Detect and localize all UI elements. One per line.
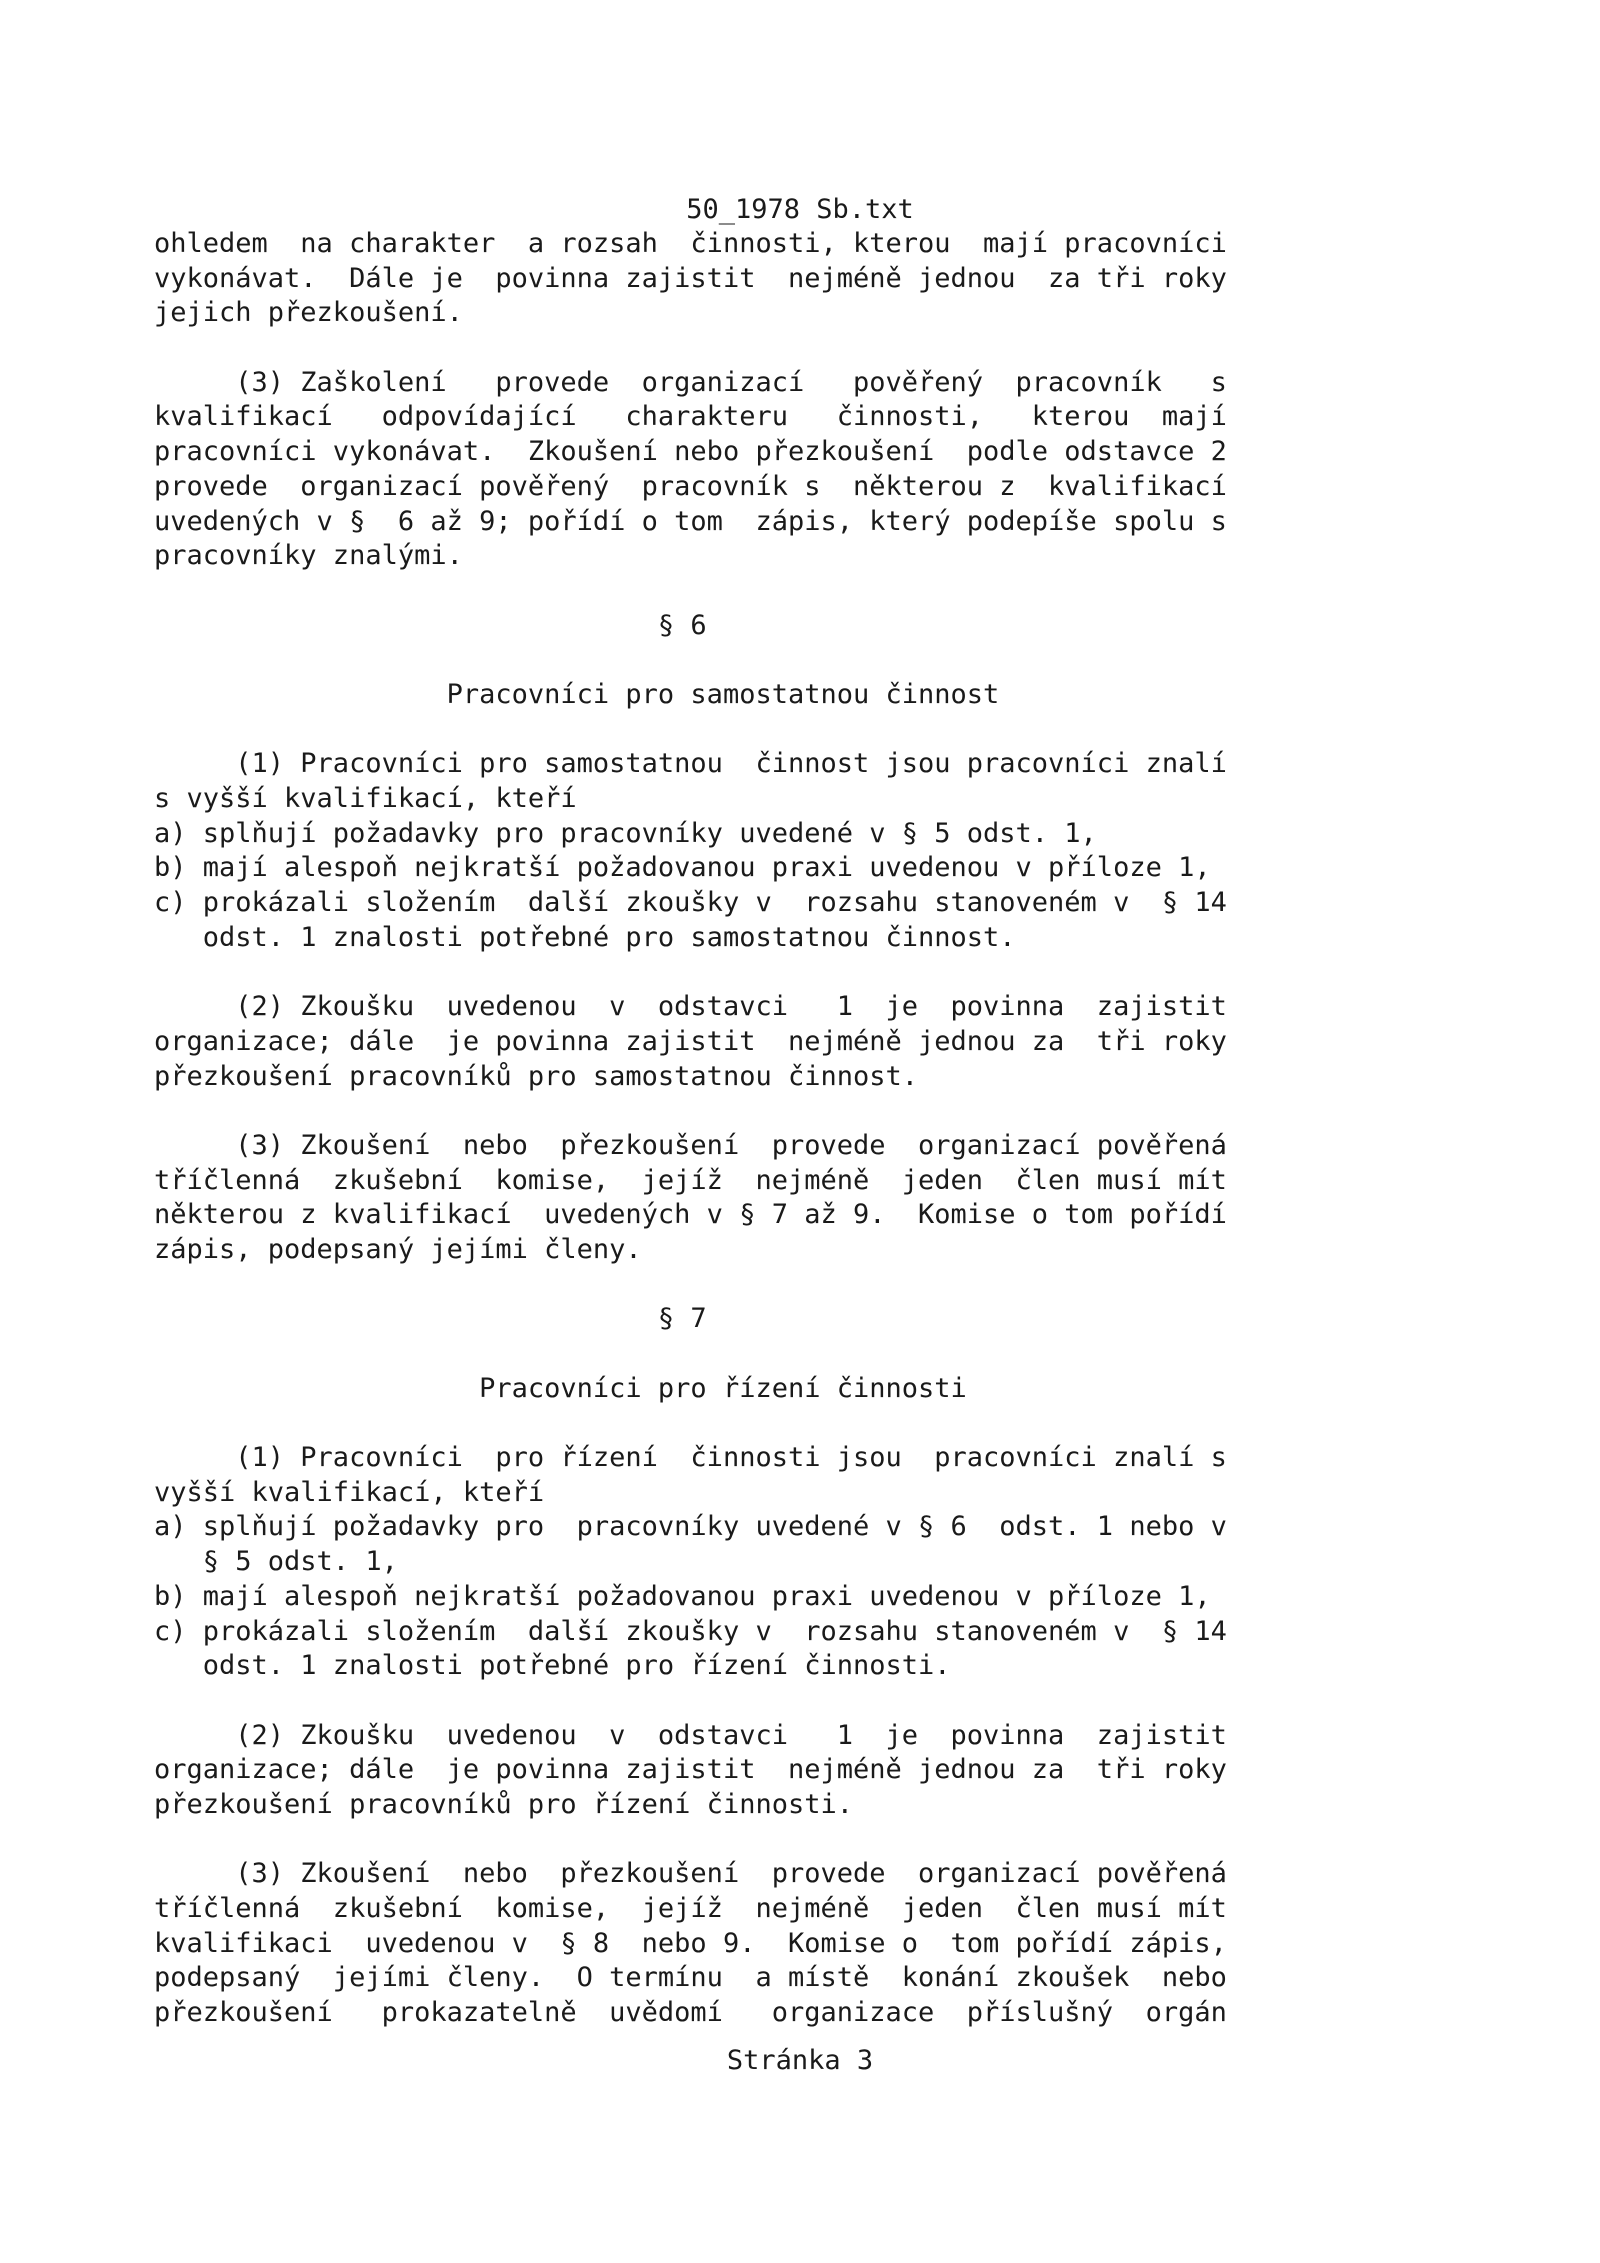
- section-title: Pracovníci pro řízení činnosti: [154, 1372, 967, 1404]
- list-item: a) splňují požadavky pro pracovníky uvedené v § 6 odst. 1 nebo v: [154, 1511, 1227, 1543]
- text-line: (2) Zkoušku uvedenou v odstavci 1 je povinna zajistit: [154, 991, 1227, 1023]
- document-body: [154, 227, 1284, 2031]
- section-number: § 7: [154, 1303, 707, 1335]
- text-line: odst. 1 znalosti potřebné pro řízení činnosti.: [154, 1650, 951, 1682]
- list-item: b) mají alespoň nejkratší požadovanou praxi uvedenou v příloze 1,: [154, 852, 1211, 884]
- text-line: jejich přezkoušení.: [154, 297, 463, 329]
- page-header-filename: 50_1978 Sb.txt: [686, 194, 914, 225]
- text-line: uvedených v § 6 až 9; pořídí o tom zápis, který podepíše spolu s: [154, 505, 1227, 537]
- text-line: [154, 1268, 1284, 1303]
- text-line: [154, 713, 1284, 748]
- text-line: (2) Zkoušku uvedenou v odstavci 1 je povinna zajistit: [154, 1719, 1227, 1751]
- text-line: [154, 955, 1284, 990]
- text-line: (1) Pracovníci pro řízení činnosti jsou pracovníci znalí s: [154, 1442, 1227, 1474]
- text-line: [154, 574, 1284, 609]
- text-line: (3) Zkoušení nebo přezkoušení provede organizací pověřená: [154, 1858, 1227, 1890]
- text-line: s vyšší kvalifikací, kteří: [154, 783, 577, 814]
- text-line: odst. 1 znalosti potřebné pro samostatnou činnost.: [154, 921, 1016, 953]
- text-line: [154, 1337, 1284, 1372]
- text-line: organizace; dále je povinna zajistit nejméně jednou za tři roky: [154, 1025, 1227, 1057]
- list-item: b) mají alespoň nejkratší požadovanou praxi uvedenou v příloze 1,: [154, 1580, 1211, 1612]
- text-line: podepsaný jejími členy. O termínu a místě konání zkoušek nebo: [154, 1962, 1227, 1994]
- text-line: přezkoušení pracovníků pro řízení činnosti.: [154, 1788, 853, 1820]
- text-line: [154, 1823, 1284, 1858]
- list-item: c) prokázali složením další zkoušky v rozsahu stanoveném v § 14: [154, 1615, 1227, 1647]
- text-line: (3) Zkoušení nebo přezkoušení provede organizací pověřená: [154, 1129, 1227, 1161]
- text-line: [154, 1094, 1284, 1129]
- text-line: § 5 odst. 1,: [154, 1546, 398, 1578]
- text-line: [154, 1406, 1284, 1441]
- text-line: zápis, podepsaný jejími členy.: [154, 1233, 642, 1265]
- text-line: organizace; dále je povinna zajistit nejméně jednou za tři roky: [154, 1754, 1227, 1786]
- list-item: c) prokázali složením další zkoušky v rozsahu stanoveném v § 14: [154, 887, 1227, 919]
- text-line: kvalifikací odpovídající charakteru činnosti, kterou mají: [154, 401, 1227, 433]
- text-line: ohledem na charakter a rozsah činnosti, kterou mají pracovníci: [154, 228, 1227, 259]
- text-line: vykonávat. Dále je povinna zajistit nejméně jednou za tři roky: [154, 262, 1227, 294]
- text-line: kvalifikaci uvedenou v § 8 nebo 9. Komise o tom pořídí zápis,: [154, 1927, 1227, 1959]
- text-line: (3) Zaškolení provede organizací pověřený pracovník s: [154, 366, 1227, 398]
- text-line: [154, 1684, 1284, 1719]
- text-line: [154, 331, 1284, 366]
- text-line: tříčlenná zkušební komise, jejíž nejméně jeden člen musí mít: [154, 1164, 1227, 1196]
- text-line: provede organizací pověřený pracovník s některou z kvalifikací: [154, 470, 1227, 502]
- list-item: a) splňují požadavky pro pracovníky uvedené v § 5 odst. 1,: [154, 817, 1097, 849]
- text-line: tříčlenná zkušební komise, jejíž nejméně jeden člen musí mít: [154, 1893, 1227, 1924]
- text-line: pracovníky znalými.: [154, 540, 463, 572]
- text-line: (1) Pracovníci pro samostatnou činnost jsou pracovníci znalí: [154, 748, 1227, 780]
- text-line: přezkoušení pracovníků pro samostatnou činnost.: [154, 1060, 919, 1092]
- text-line: pracovníci vykonávat. Zkoušení nebo přezkoušení podle odstavce 2: [154, 436, 1227, 468]
- section-title: Pracovníci pro samostatnou činnost: [154, 678, 1000, 710]
- text-line: přezkoušení prokazatelně uvědomí organizace příslušný orgán: [154, 1997, 1227, 2029]
- page-footer-number: Stránka 3: [726, 2045, 874, 2076]
- section-number: § 6: [154, 609, 707, 641]
- text-line: vyšší kvalifikací, kteří: [154, 1476, 545, 1508]
- text-line: [154, 643, 1284, 678]
- text-line: některou z kvalifikací uvedených v § 7 až 9. Komise o tom pořídí: [154, 1199, 1227, 1231]
